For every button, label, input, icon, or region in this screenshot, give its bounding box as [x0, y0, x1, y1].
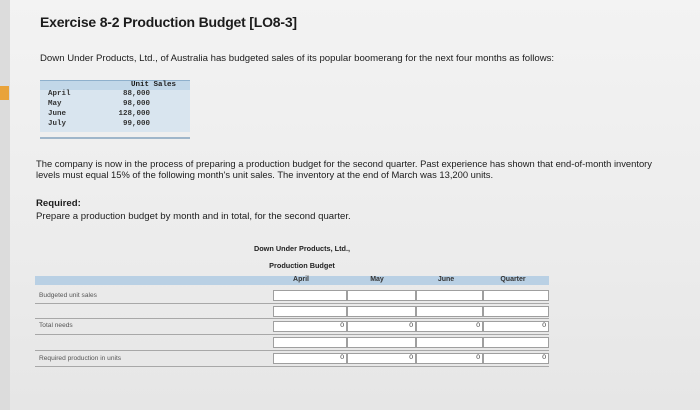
cell-production-june[interactable]: 0: [416, 353, 483, 364]
cell-row4-april[interactable]: [273, 337, 347, 348]
cell-budgeted-june[interactable]: [416, 290, 483, 301]
cell-row2-may[interactable]: [347, 306, 416, 317]
cell-total-june[interactable]: 0: [416, 321, 483, 332]
production-budget-table: [35, 241, 549, 371]
budget-subtitle: Production Budget: [269, 261, 335, 270]
col-header-april: April: [293, 276, 309, 283]
intro-text: Down Under Products, Ltd., of Australia has budgeted sales of its popular boomerang for the next four months as follows:: [40, 53, 555, 64]
unit-sales-footer-rule: [40, 137, 190, 139]
table-row: April 88,000: [48, 90, 150, 98]
cell-production-april[interactable]: 0: [273, 353, 347, 364]
required-text: Prepare a production budget by month and in total, for the second quarter.: [36, 211, 351, 222]
row-label-total-needs: Total needs: [39, 322, 73, 329]
cell-row4-quarter[interactable]: [483, 337, 549, 348]
cell-row2-june[interactable]: [416, 306, 483, 317]
table-row: July 99,000: [48, 120, 150, 128]
cell-total-quarter[interactable]: 0: [483, 321, 549, 332]
cell-row2-april[interactable]: [273, 306, 347, 317]
col-header-may: May: [370, 276, 384, 283]
row-divider: [35, 350, 549, 351]
unit-sales-body: [40, 90, 190, 132]
problem-paragraph: The company is now in the process of preparing a production budget for the second quarter. Past experience has shown that end-of-month inventory levels must equal 15% of the following month's unit sales. The inventory at the end of March was 13,200 units.: [36, 158, 652, 180]
row-divider: [35, 318, 549, 319]
row-divider: [35, 303, 549, 304]
budget-company: Down Under Products, Ltd.,: [253, 244, 351, 253]
cell-budgeted-may[interactable]: [347, 290, 416, 301]
required-label: Required:: [36, 198, 81, 209]
row-label-required-production: Required production in units: [39, 355, 122, 362]
side-tab-marker: [0, 86, 9, 100]
col-header-june: June: [437, 276, 455, 283]
cell-budgeted-quarter[interactable]: [483, 290, 549, 301]
table-row: May 98,000: [48, 100, 150, 108]
cell-budgeted-april[interactable]: [273, 290, 347, 301]
row-label-budgeted-unit-sales: Budgeted unit sales: [39, 292, 97, 299]
left-window-edge: [0, 0, 10, 410]
row-divider: [35, 334, 549, 335]
exercise-page: [10, 0, 700, 410]
cell-row4-may[interactable]: [347, 337, 416, 348]
row-divider: [35, 366, 549, 367]
table-row: June 128,000: [48, 110, 150, 118]
cell-production-may[interactable]: 0: [347, 353, 416, 364]
cell-total-april[interactable]: 0: [273, 321, 347, 332]
cell-row4-june[interactable]: [416, 337, 483, 348]
cell-production-quarter[interactable]: 0: [483, 353, 549, 364]
cell-row2-quarter[interactable]: [483, 306, 549, 317]
cell-total-may[interactable]: 0: [347, 321, 416, 332]
unit-sales-header: Unit Sales: [40, 80, 190, 90]
col-header-quarter: Quarter: [500, 276, 526, 283]
page-title: Exercise 8-2 Production Budget [LO8-3]: [40, 14, 297, 30]
